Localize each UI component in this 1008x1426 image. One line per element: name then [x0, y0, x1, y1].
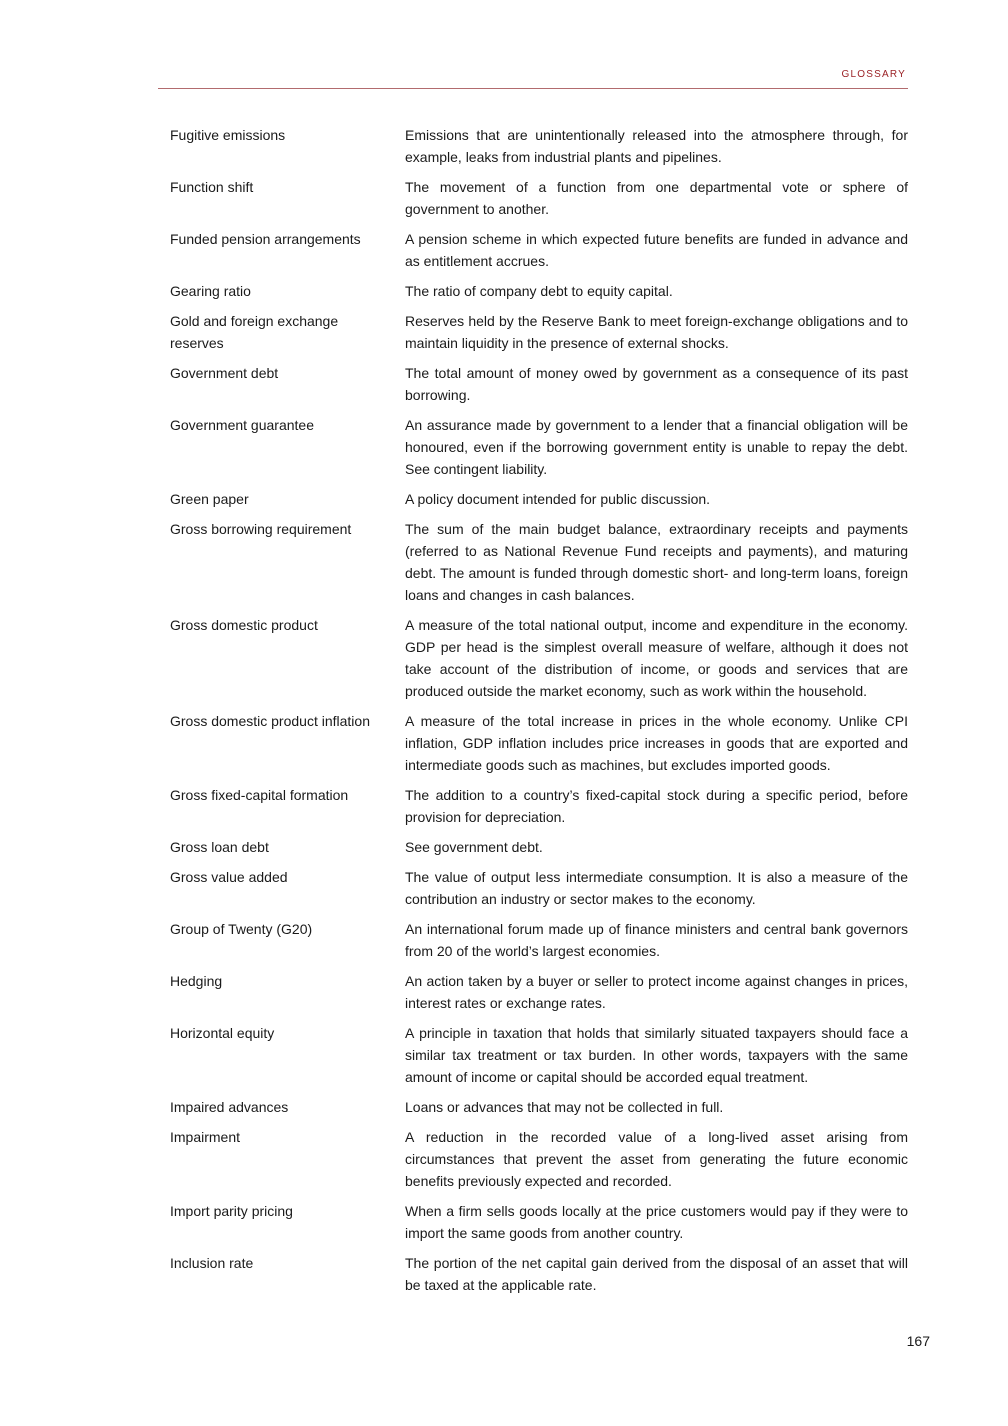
- glossary-definition: When a firm sells goods locally at the price customers would pay if they were to import the same goods from another country.: [405, 1203, 908, 1241]
- glossary-definition: The value of output less intermediate consumption. It is also a measure of the contribution an industry or sector makes to the economy.: [405, 869, 908, 907]
- glossary-definition: The portion of the net capital gain derived from the disposal of an asset that will be taxed at the applicable rate.: [405, 1255, 908, 1293]
- glossary-definition: The ratio of company debt to equity capital.: [405, 283, 673, 299]
- glossary-term: Impaired advances: [170, 1099, 289, 1115]
- glossary-entry: [170, 836, 908, 858]
- glossary-entry: [170, 310, 908, 354]
- glossary-entry: [170, 710, 908, 776]
- glossary-term: Gold and foreign exchange reserves: [170, 313, 339, 351]
- glossary-entry: [170, 1126, 908, 1192]
- glossary-definition: The addition to a country’s fixed-capital stock during a specific period, before provision for depreciation.: [405, 787, 908, 825]
- glossary-definition: The sum of the main budget balance, extraordinary receipts and payments (referred to as National Revenue Fund receipts and payments), and maturing debt. The amount is funded through domestic short- and long-term loans, foreign loans and changes in cash balances.: [405, 521, 908, 603]
- glossary-definition: A principle in taxation that holds that similarly situated taxpayers should face a similar tax treatment or tax burden. In other words, taxpayers with the same amount of income or capital should be accorded equal treatment.: [405, 1025, 908, 1085]
- page-number: 167: [906, 1333, 930, 1349]
- glossary-definition: The movement of a function from one departmental vote or sphere of government to another.: [405, 179, 908, 217]
- header-divider: [158, 88, 908, 89]
- glossary-term: Gross domestic product: [170, 617, 318, 633]
- glossary-term: Function shift: [170, 179, 254, 195]
- glossary-definition: An action taken by a buyer or seller to protect income against changes in prices, interest rates or exchange rates.: [405, 973, 908, 1011]
- glossary-entry: [170, 280, 908, 302]
- glossary-term: Group of Twenty (G20): [170, 921, 313, 937]
- glossary-term: Gross fixed-capital formation: [170, 787, 349, 803]
- glossary-term: Gross loan debt: [170, 839, 269, 855]
- glossary-term: Funded pension arrangements: [170, 231, 361, 247]
- glossary-term: Gross value added: [170, 869, 288, 885]
- glossary-definition: A policy document intended for public discussion.: [405, 491, 711, 507]
- glossary-entry: [170, 1200, 908, 1244]
- glossary-definition: Emissions that are unintentionally released into the atmosphere through, for example, leaks from industrial plants and pipelines.: [405, 127, 908, 165]
- glossary-entry: [170, 1096, 908, 1118]
- glossary-term: Government debt: [170, 365, 279, 381]
- glossary-entry: [170, 124, 908, 168]
- glossary-entry: [170, 1022, 908, 1088]
- glossary-term: Import parity pricing: [170, 1203, 293, 1219]
- section-header-label: GLOSSARY: [841, 69, 906, 80]
- glossary-term: Inclusion rate: [170, 1255, 254, 1271]
- glossary-definition: An international forum made up of finance ministers and central bank governors from 20 of the world’s largest economies.: [405, 921, 908, 959]
- glossary-definition: Reserves held by the Reserve Bank to meet foreign-exchange obligations and to maintain liquidity in the presence of external shocks.: [405, 313, 908, 351]
- glossary-entry: [170, 362, 908, 406]
- glossary-entry: [170, 488, 908, 510]
- glossary-term: Green paper: [170, 491, 249, 507]
- glossary-entry: [170, 970, 908, 1014]
- glossary-entry: [170, 918, 908, 962]
- glossary-list: [170, 124, 908, 1304]
- glossary-definition: An assurance made by government to a lender that a financial obligation will be honoured, even if the borrowing government entity is unable to repay the debt. See contingent liability.: [405, 417, 908, 477]
- glossary-entry: [170, 518, 908, 606]
- glossary-definition: The total amount of money owed by government as a consequence of its past borrowing.: [405, 365, 908, 403]
- glossary-term: Gross borrowing requirement: [170, 521, 352, 537]
- glossary-term: Fugitive emissions: [170, 127, 286, 143]
- glossary-definition: A reduction in the recorded value of a long-lived asset arising from circumstances that prevent the asset from generating the future economic benefits previously expected and recorded.: [405, 1129, 908, 1189]
- glossary-definition: A measure of the total national output, income and expenditure in the economy. GDP per head is the simplest overall measure of welfare, although it does not take account of the distribution of income, or goods and services that are produced outside the market economy, such as work within the household.: [405, 617, 908, 699]
- glossary-definition: See government debt.: [405, 839, 543, 855]
- glossary-definition: A measure of the total increase in prices in the whole economy. Unlike CPI inflation, GDP inflation includes price increases in goods that are exported and intermediate goods such as machines, but excludes imported goods.: [405, 713, 908, 773]
- glossary-term: Gearing ratio: [170, 283, 251, 299]
- glossary-term: Impairment: [170, 1129, 241, 1145]
- glossary-definition: Loans or advances that may not be collected in full.: [405, 1099, 724, 1115]
- glossary-entry: [170, 866, 908, 910]
- glossary-entry: [170, 414, 908, 480]
- glossary-term: Hedging: [170, 973, 223, 989]
- glossary-term: Horizontal equity: [170, 1025, 275, 1041]
- glossary-definition: A pension scheme in which expected future benefits are funded in advance and as entitlement accrues.: [405, 231, 908, 269]
- glossary-term: Government guarantee: [170, 417, 314, 433]
- glossary-entry: [170, 176, 908, 220]
- glossary-entry: [170, 614, 908, 702]
- glossary-entry: [170, 228, 908, 272]
- glossary-entry: [170, 784, 908, 828]
- glossary-term: Gross domestic product inflation: [170, 713, 370, 729]
- glossary-entry: [170, 1252, 908, 1296]
